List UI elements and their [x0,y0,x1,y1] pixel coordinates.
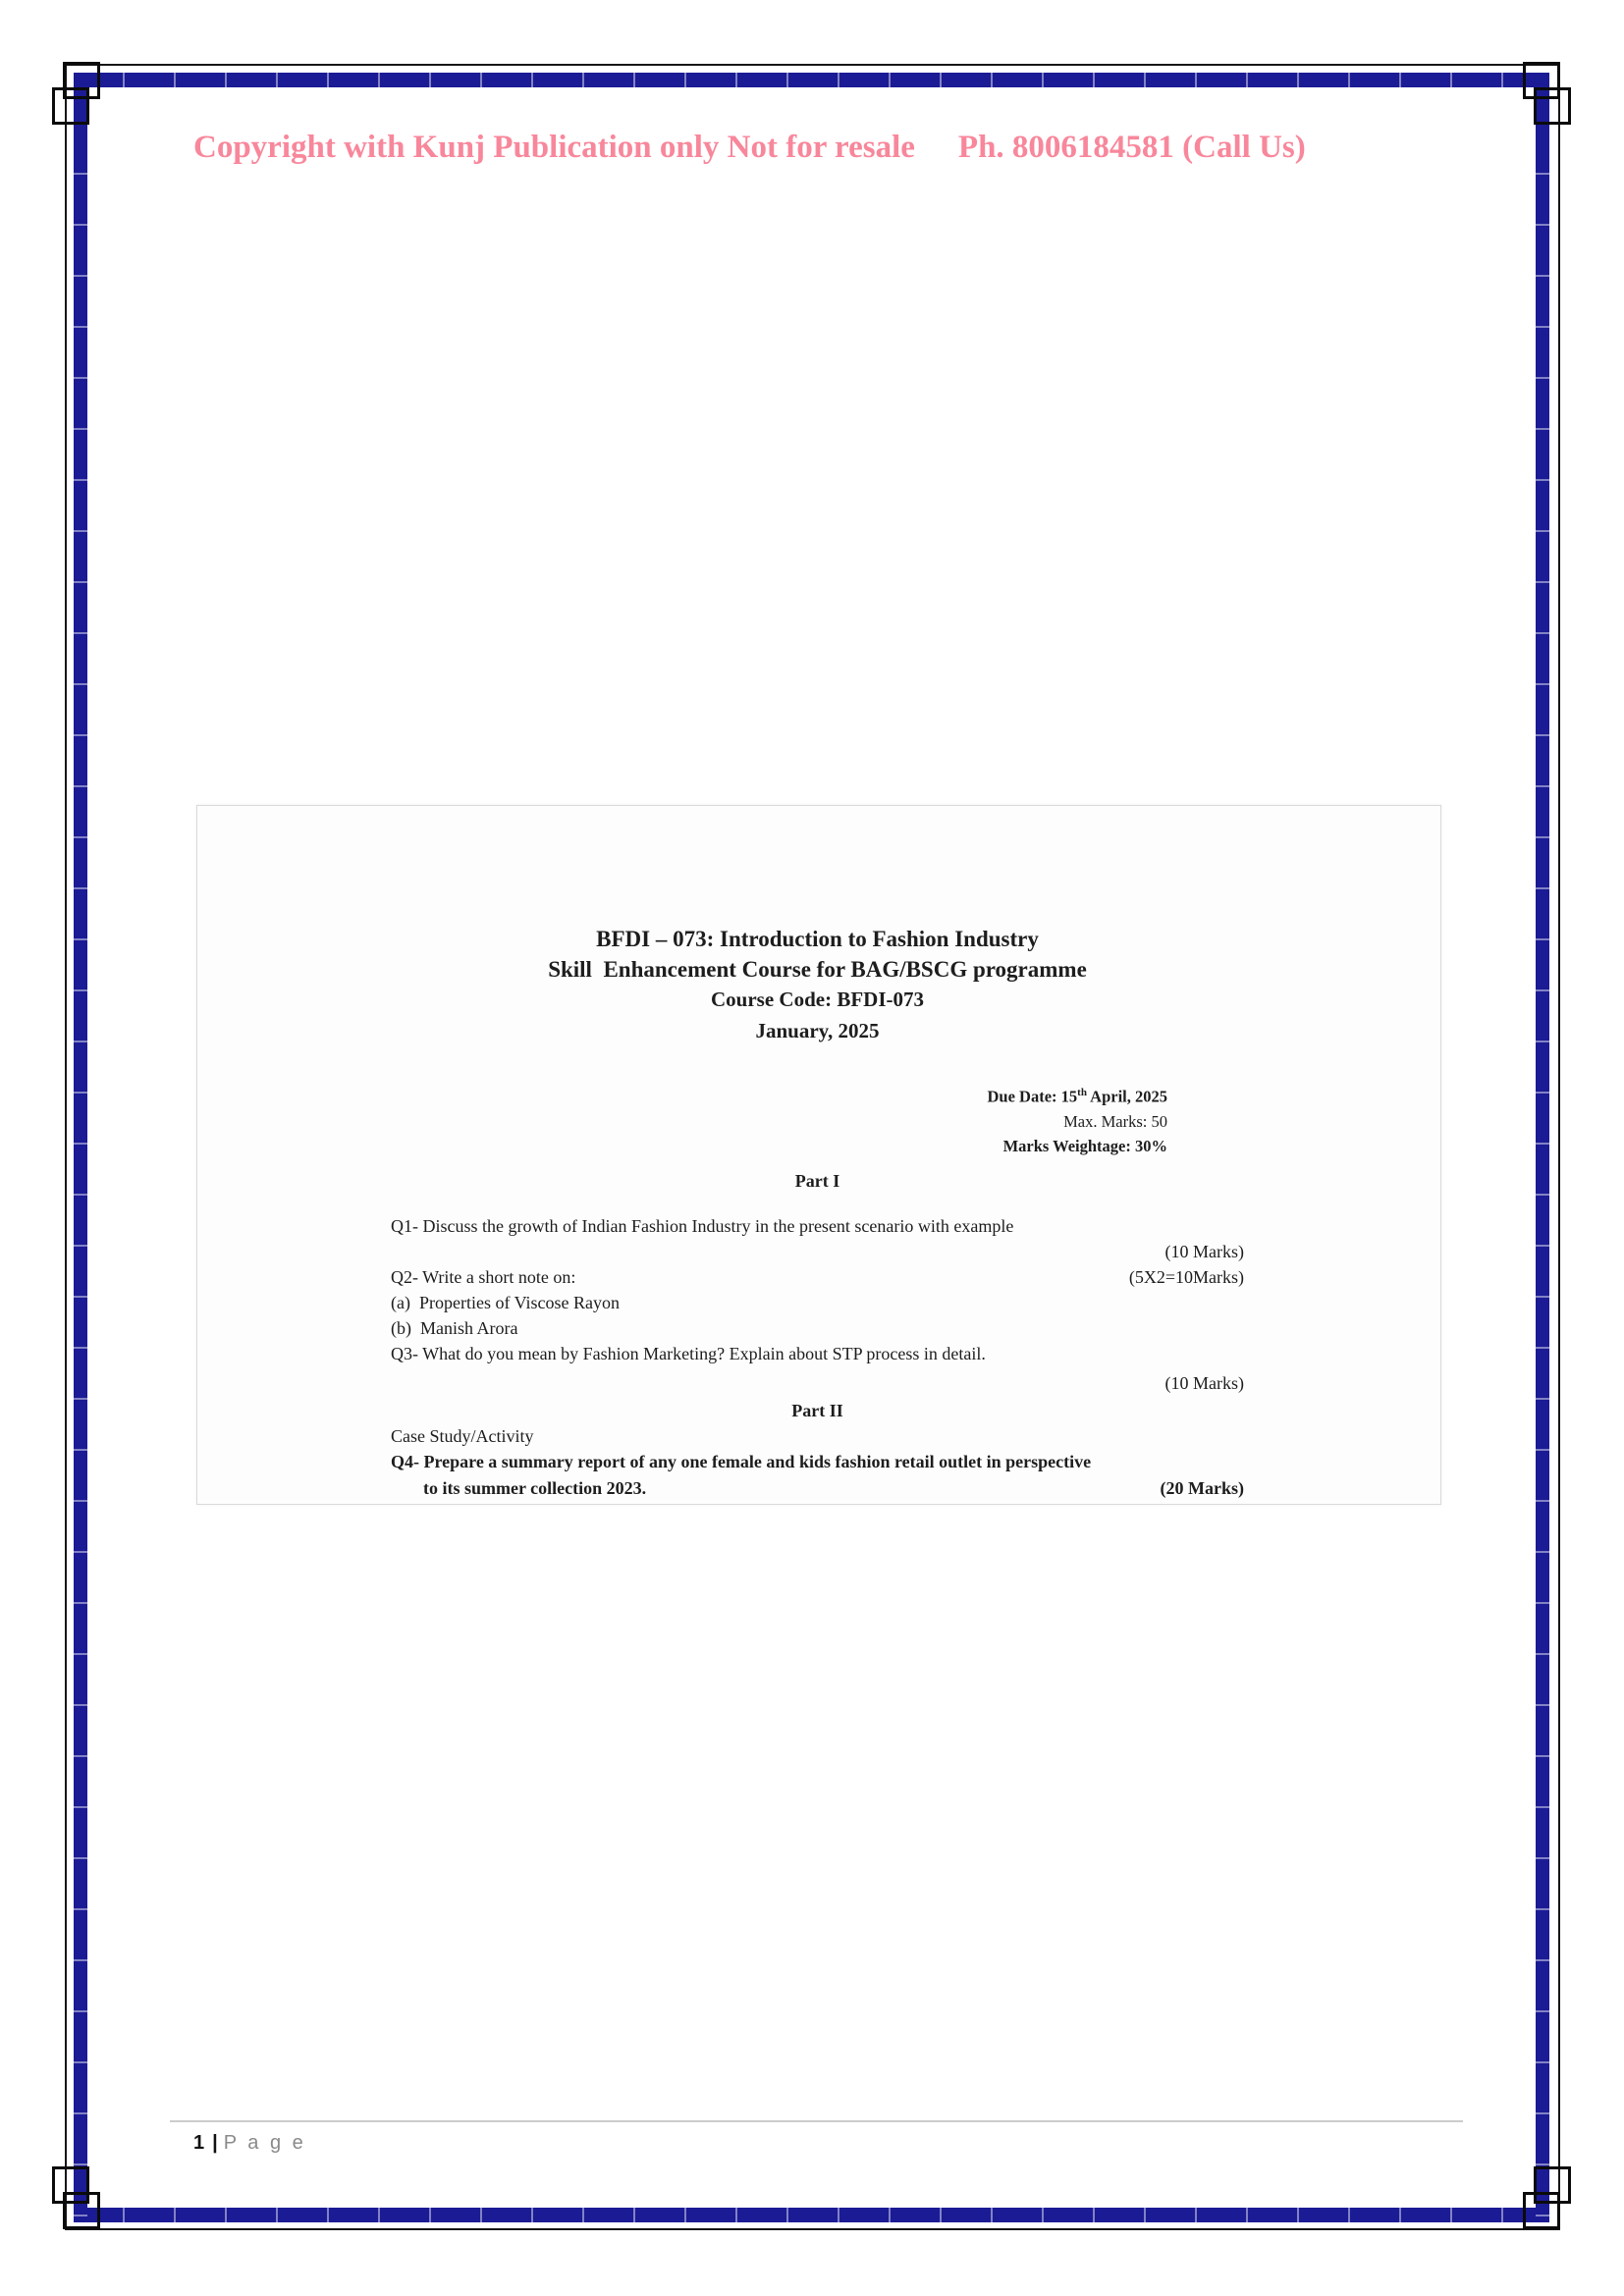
q3-marks: (10 Marks) [1164,1372,1244,1393]
marks-info-block [391,1081,1167,1158]
question-q2b: (b) Manish Arora [391,1317,518,1338]
copyright-notice: Copyright with Kunj Publication only Not for resale [193,130,915,165]
case-study-label: Case Study/Activity [391,1425,534,1446]
ordinal-superscript: th [1077,1087,1087,1098]
course-code: Course Code: BFDI-073 [711,988,924,1011]
paper-title: BFDI – 073: Introduction to Fashion Industry [596,927,1039,951]
footer-separator: | [212,2132,218,2154]
page-label: P a g e [223,2132,306,2154]
border-band-left [74,73,87,2222]
marks-weightage-line: Marks Weightage: 30% [1002,1136,1167,1155]
max-marks-line: Max. Marks: 50 [1063,1111,1167,1131]
question-q2: Q2- Write a short note on: [391,1266,576,1287]
q1-marks: (10 Marks) [1164,1241,1244,1261]
question-q1: Q1- Discuss the growth of Indian Fashion Industry in the present scenario with example [391,1215,1014,1236]
question-q3: Q3- What do you mean by Fashion Marketing? Explain about STP process in detail. [391,1343,986,1363]
question-q2-row [391,1264,1244,1290]
q2-marks: (5X2=10Marks) [1128,1266,1244,1287]
q4-marks: (20 Marks) [1160,1477,1244,1498]
page-footer [193,2132,306,2155]
part2-heading: Part II [791,1400,843,1420]
border-band-top [74,73,1549,87]
paper-subtitle: Skill Enhancement Course for BAG/BSCG programme [548,957,1087,982]
page-number: 1 [193,2132,205,2154]
session-date: January, 2025 [755,1019,880,1042]
question-paper-scan [196,805,1441,1505]
publisher-phone: Ph. 8006184581 (Call Us) [957,130,1306,165]
footer-divider [170,2120,1463,2122]
border-corner-ornament [1534,2166,1571,2204]
question-q2a: (a) Properties of Viscose Rayon [391,1292,621,1312]
border-band-right [1536,73,1549,2222]
border-corner-ornament [52,2166,89,2204]
border-corner-ornament [52,87,89,125]
copyright-header [193,130,1470,166]
question-q4-line1: Q4- Prepare a summary report of any one female and kids fashion retail outlet in perspective [391,1451,1092,1471]
part1-heading: Part I [794,1170,840,1191]
border-corner-ornament [1534,87,1571,125]
border-band-bottom [74,2208,1549,2222]
question-q4-line2-row [391,1474,1244,1502]
due-date-line: Due Date: 15th April, 2025 [987,1087,1167,1106]
question-q4-line2: to its summer collection 2023. [423,1477,647,1498]
